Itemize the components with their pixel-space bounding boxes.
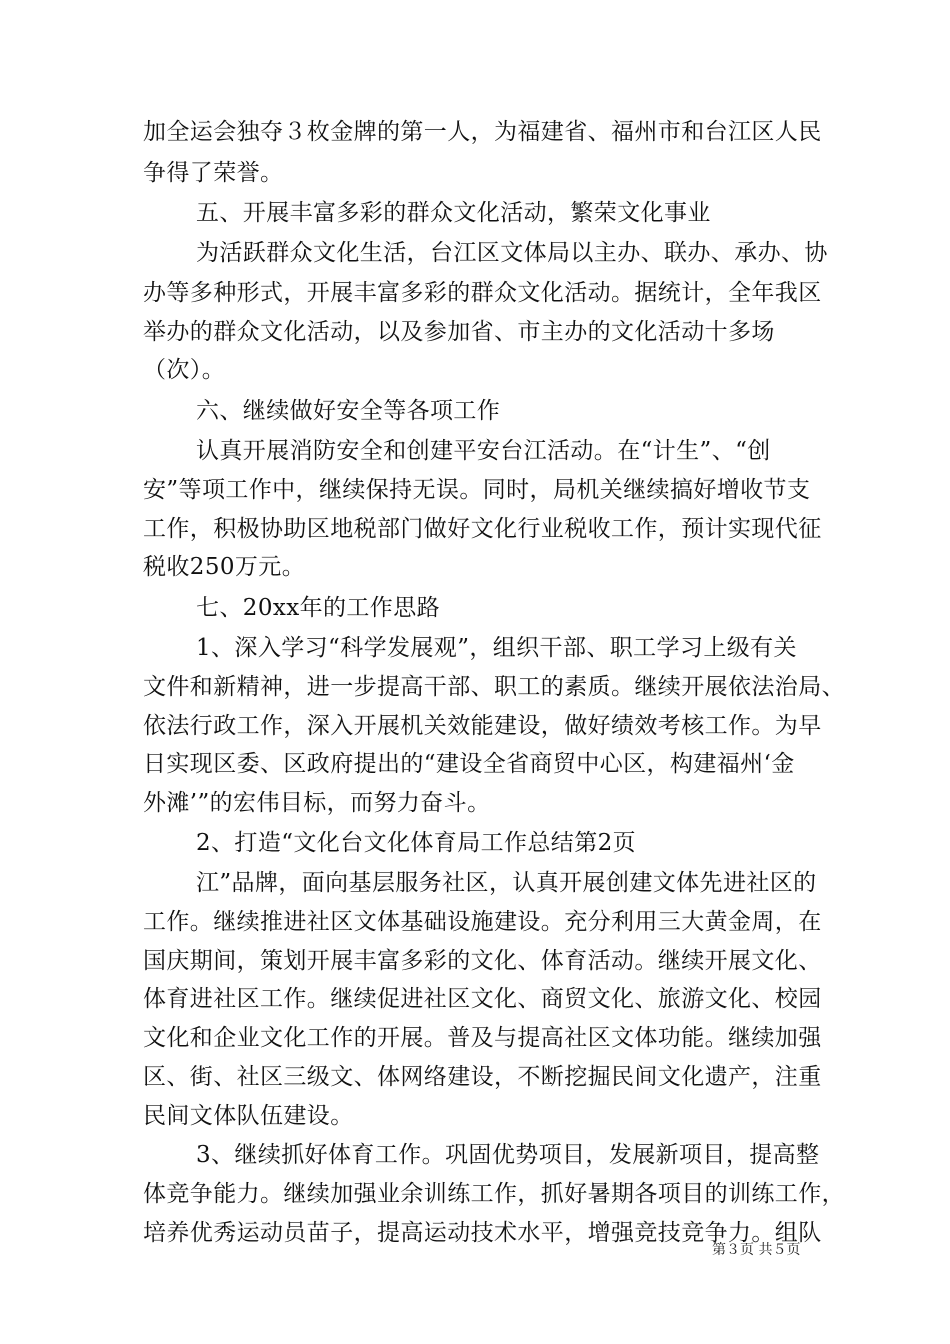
body-text-line: 区、街、社区三级文、体网络建设，不断挖掘民间文化遗产，注重	[143, 1064, 822, 1090]
body-text-line: 国庆期间，策划开展丰富多彩的文化、体育活动。继续开展文化、	[143, 948, 822, 974]
body-text-line: 安”等项工作中，继续保持无误。同时，局机关继续搞好增收节支	[143, 477, 811, 503]
body-text-line: 认真开展消防安全和创建平安台江活动。在“计生”、“创	[196, 438, 771, 464]
body-text-line: 江”品牌，面向基层服务社区，认真开展创建文体先进社区的	[196, 870, 817, 896]
body-text-line: （次）。	[143, 357, 226, 383]
page-number-footer: 第３页 共５页	[712, 1242, 801, 1258]
body-text-line: 举办的群众文化活动，以及参加省、市主办的文化活动十多场	[143, 319, 775, 345]
body-text-line: 依法行政工作，深入开展机关效能建设，做好绩效考核工作。为早	[143, 713, 822, 739]
body-text-line: 日实现区委、区政府提出的“建设全省商贸中心区，构建福州‘金	[143, 751, 795, 777]
body-text-line: 办等多种形式，开展丰富多彩的群众文化活动。据统计，全年我区	[143, 280, 822, 306]
section-heading: 七、20xx年的工作思路	[196, 595, 441, 621]
body-text-line: 文化和企业文化工作的开展。普及与提高社区文体功能。继续加强	[143, 1025, 822, 1051]
body-text-line: 文件和新精神，进一步提高干部、职工的素质。继续开展依法治局、	[143, 674, 845, 700]
body-text-line: 工作。继续推进社区文体基础设施建设。充分利用三大黄金周，在	[143, 909, 822, 935]
section-heading: 六、继续做好安全等各项工作	[196, 398, 501, 424]
body-text-line: 3、继续抓好体育工作。巩固优势项目，发展新项目，提高整	[196, 1142, 820, 1168]
body-text-line: 加全运会独夺３枚金牌的第一人，为福建省、福州市和台江区人民	[143, 119, 822, 145]
body-text-line: 1、深入学习“科学发展观”，组织干部、职工学习上级有关	[196, 635, 797, 661]
body-text-line: 民间文体队伍建设。	[143, 1103, 354, 1129]
section-heading: 五、开展丰富多彩的群众文化活动，繁荣文化事业	[196, 200, 711, 226]
body-text-line: 工作，积极协助区地税部门做好文化行业税收工作，预计实现代征	[143, 516, 822, 542]
body-text-line: 税收250万元。	[143, 554, 306, 580]
body-text-line: 体竞争能力。继续加强业余训练工作，抓好暑期各项目的训练工作，	[143, 1181, 845, 1207]
body-text-line: 2、打造“文化台文化体育局工作总结第2页	[196, 830, 637, 856]
body-text-line: 争得了荣誉。	[143, 160, 284, 186]
body-text-line: 培养优秀运动员苗子，提高运动技术水平，增强竞技竞争力。组队	[143, 1220, 822, 1246]
body-text-line: 外滩’”的宏伟目标，而努力奋斗。	[143, 790, 491, 816]
body-text-line: 为活跃群众文化生活，台江区文体局以主办、联办、承办、协	[196, 240, 828, 266]
body-text-line: 体育进社区工作。继续促进社区文化、商贸文化、旅游文化、校园	[143, 986, 822, 1012]
